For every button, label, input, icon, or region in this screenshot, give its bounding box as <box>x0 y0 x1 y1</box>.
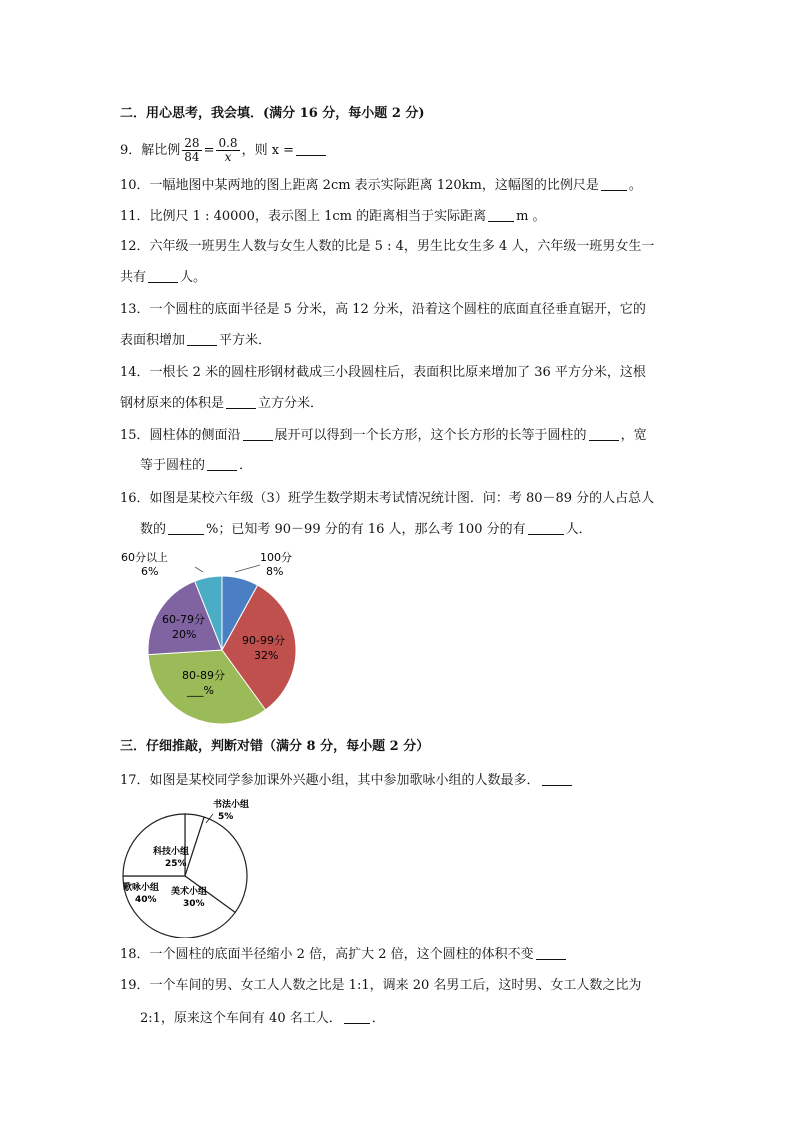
leader-line <box>195 567 203 572</box>
label-60plus-name: 60分以上 <box>121 551 168 564</box>
answer-blank[interactable] <box>344 1010 370 1024</box>
section2-heading: 二．用心思考，我会填．(满分 16 分，每小题 2 分) <box>120 106 425 121</box>
q16-line1: 16．如图是某校六年级（3）班学生数学期末考试情况统计图．问：考 80－89 分的人占总人 <box>120 491 655 506</box>
answer-blank[interactable] <box>187 332 217 346</box>
label-singing-pct: 40% <box>135 895 157 905</box>
label-80-89-pct: ___% <box>187 684 214 697</box>
label-art-pct: 30% <box>183 899 205 909</box>
interest-group-pie-chart <box>115 798 255 938</box>
answer-blank[interactable] <box>536 946 566 960</box>
answer-blank[interactable] <box>148 269 178 283</box>
label-art-name: 美术小组 <box>171 887 208 897</box>
fraction-1: $\frac{28}{84}$ <box>184 136 200 164</box>
q18: 18．一个圆柱的底面半径缩小 2 倍，高扩大 2 倍，这个圆柱的体积不变 <box>120 946 568 964</box>
answer-blank[interactable] <box>488 208 514 222</box>
label-calligraphy-name: 书法小组 <box>213 800 250 810</box>
q11: 11．比例尺 1 : 40000，表示图上 1cm 的距离相当于实际距离 m 。 <box>120 209 546 224</box>
label-80-89-name: 80-89分 <box>182 669 225 682</box>
label-60-79-pct: 20% <box>172 628 197 641</box>
q19-line2: 2:1，原来这个车间有 40 名工人． ． <box>140 1011 385 1026</box>
answer-blank[interactable] <box>296 142 326 156</box>
label-tech-pct: 25% <box>165 859 187 869</box>
label-tech-name: 科技小组 <box>153 847 190 857</box>
score-pie-chart <box>115 545 315 735</box>
label-60plus-pct: 6% <box>141 565 159 578</box>
label-60-79-name: 60-79分 <box>162 613 205 626</box>
section3-heading: 三．仔细推敲，判断对错（满分 8 分，每小题 2 分） <box>120 739 430 754</box>
label-calligraphy-pct: 5% <box>218 812 234 822</box>
label-90-99-pct: 32% <box>254 649 279 662</box>
q9: 9．解比例 $\frac{28}{84}$ = $\frac{0.8}{x}$ ，则 x = <box>120 137 328 164</box>
answer-blank[interactable] <box>589 427 619 441</box>
answer-blank[interactable] <box>207 457 237 471</box>
answer-blank[interactable] <box>168 521 204 535</box>
q13-line2: 表面积增加 平方米． <box>120 333 272 348</box>
answer-blank[interactable] <box>528 521 564 535</box>
answer-blank[interactable] <box>243 427 273 441</box>
label-singing-name: 歌咏小组 <box>123 883 160 893</box>
q19-line1: 19．一个车间的男、女工人人数之比是 1:1，调来 20 名男工后，这时男、女工人数之比为 <box>120 978 642 993</box>
q15-line1: 15．圆柱体的侧面沿 展开可以得到一个长方形，这个长方形的长等于圆柱的 ，宽 <box>120 428 647 443</box>
q10: 10．一幅地图中某两地的图上距离 2cm 表示实际距离 120km，这幅图的比例尺是 。 <box>120 178 642 193</box>
q14-line1: 14．一根长 2 米的圆柱形钢材截成三小段圆柱后，表面积比原来增加了 36 平方分米，这根 <box>120 365 646 380</box>
answer-blank[interactable] <box>226 395 256 409</box>
fraction-2: $\frac{0.8}{x}$ <box>218 136 238 164</box>
leader-line <box>235 565 260 572</box>
label-100-name: 100分 <box>260 551 292 564</box>
q17: 17．如图是某校同学参加课外兴趣小组，其中参加歌咏小组的人数最多． <box>120 772 574 790</box>
q12-line2: 共有 人。 <box>120 270 207 285</box>
answer-blank[interactable] <box>601 177 627 191</box>
label-90-99-name: 90-99分 <box>242 634 285 647</box>
q13-line1: 13．一个圆柱的底面半径是 5 分米，高 12 分米，沿着这个圆柱的底面直径垂直锯开，它的 <box>120 302 646 317</box>
q16-line2: 数的 %；已知考 90－99 分的有 16 人，那么考 100 分的有 人． <box>140 522 592 537</box>
q14-line2: 钢材原来的体积是 立方分米． <box>120 396 324 411</box>
q15-line2: 等于圆柱的 ． <box>140 458 253 473</box>
answer-blank[interactable] <box>542 772 572 786</box>
label-100-pct: 8% <box>266 565 284 578</box>
q12-line1: 12．六年级一班男生人数与女生人数的比是 5 : 4，男生比女生多 4 人，六年级一班男女生一 <box>120 239 655 254</box>
